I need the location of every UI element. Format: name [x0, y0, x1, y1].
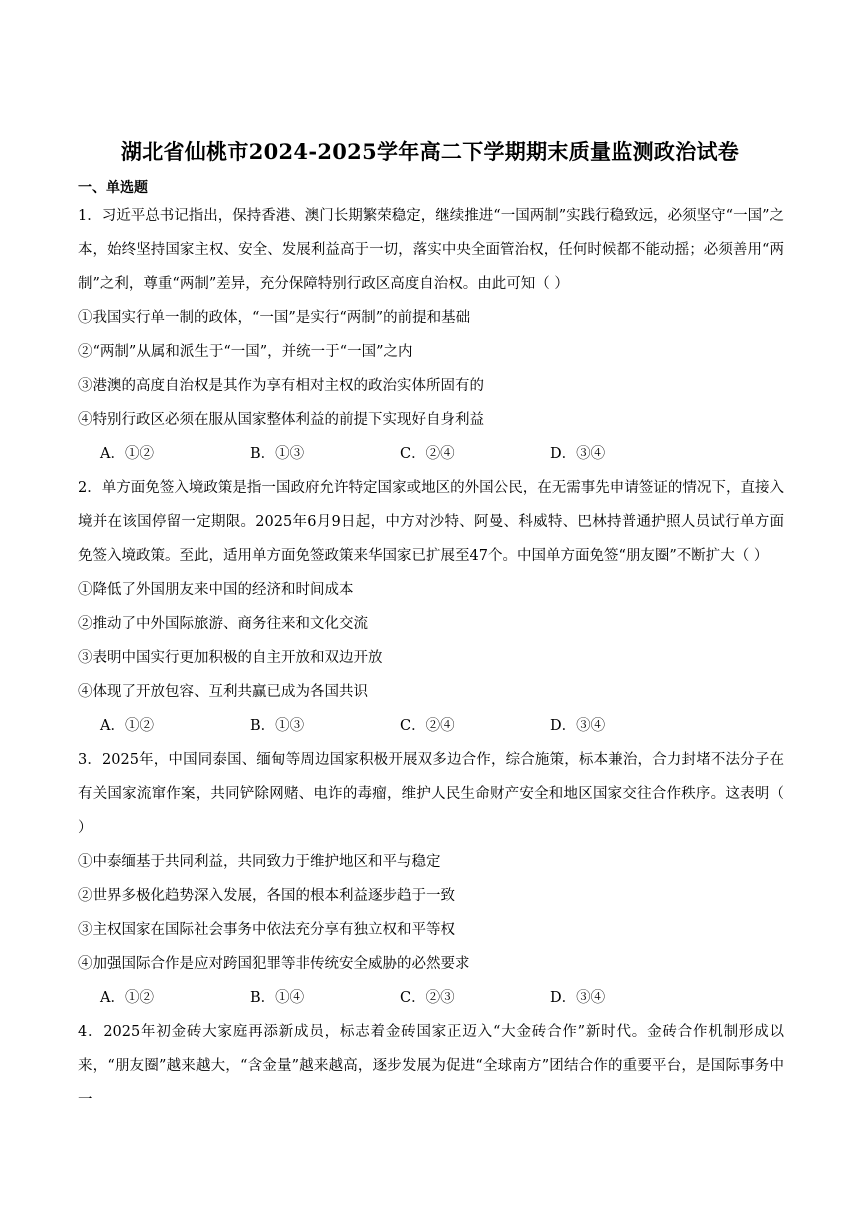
choice-c[interactable]: C．②④	[400, 446, 455, 462]
choice-d[interactable]: D．③④	[550, 990, 606, 1006]
section-heading: 一、单选题	[78, 180, 148, 196]
choice-a[interactable]: A．①②	[100, 446, 154, 462]
question-1	[78, 199, 784, 471]
question-stem: 3．2025年，中国同泰国、缅甸等周边国家积极开展双多边合作，综合施策，标本兼治，合力封堵不法分子在有关国家流窜作案，共同铲除网赌、电诈的毒瘤，维护人民生命财产安全和地区国家交往合作秩序。这表明（ ）	[78, 752, 784, 836]
statement-option: ④体现了开放包容、互利共赢已成为各国共识	[78, 684, 368, 700]
statement-option: ③表明中国实行更加积极的自主开放和双边开放	[78, 650, 383, 666]
question-stem: 1．习近平总书记指出，保持香港、澳门长期繁荣稳定，继续推进“一国两制”实践行稳致远，必须坚守“一国”之本，始终坚持国家主权、安全、发展利益高于一切，落实中央全面管治权，任何时候都不能动摇；必须善用“两制”之利，尊重“两制”差异，充分保障特别行政区高度自治权。由此可知（ ）	[78, 208, 784, 292]
choice-b[interactable]: B．①③	[250, 446, 305, 462]
question-3	[78, 743, 784, 1015]
choice-b[interactable]: B．①④	[250, 990, 305, 1006]
statement-option: ③港澳的高度自治权是其作为享有相对主权的政治实体所固有的	[78, 378, 484, 394]
answer-choices	[78, 437, 784, 471]
choice-d[interactable]: D．③④	[550, 718, 606, 734]
questions-list	[78, 199, 784, 1117]
statement-option: ③主权国家在国际社会事务中依法充分享有独立权和平等权	[78, 922, 455, 938]
statement-option: ②世界多极化趋势深入发展，各国的根本利益逐步趋于一致	[78, 888, 455, 904]
answer-choices	[78, 981, 784, 1015]
statement-option: ②“两制”从属和派生于“一国”，并统一于“一国”之内	[78, 344, 413, 360]
statement-option: ①中泰缅基于共同利益，共同致力于维护地区和平与稳定	[78, 854, 441, 870]
question-stem: 2．单方面免签入境政策是指一国政府允许特定国家或地区的外国公民，在无需事先申请签证的情况下，直接入境并在该国停留一定期限。2025年6月9日起，中方对沙特、阿曼、科威特、巴林持普通护照人员试行单方面免签入境政策。至此，适用单方面免签政策来华国家已扩展至47个。中国单方面免签“朋友圈”不断扩大（ ）	[78, 480, 784, 564]
answer-choices	[78, 709, 784, 743]
question-4	[78, 1015, 784, 1117]
statement-option: ④特别行政区必须在服从国家整体利益的前提下实现好自身利益	[78, 412, 484, 428]
choice-a[interactable]: A．①②	[100, 990, 154, 1006]
question-2	[78, 471, 784, 743]
choice-c[interactable]: C．②④	[400, 718, 455, 734]
question-stem: 4．2025年初金砖大家庭再添新成员，标志着金砖国家正迈入“大金砖合作”新时代。金砖合作机制形成以来，“朋友圈”越来越大，“含金量”越来越高，逐步发展为促进“全球南方”团结合作的重要平台，是国际事务中一	[78, 1024, 784, 1108]
statement-option: ②推动了中外国际旅游、商务往来和文化交流	[78, 616, 368, 632]
statement-option: ①我国实行单一制的政体，“一国”是实行“两制”的前提和基础	[78, 310, 471, 326]
choice-d[interactable]: D．③④	[550, 446, 606, 462]
choice-b[interactable]: B．①③	[250, 718, 305, 734]
page-title: 湖北省仙桃市2024-2025学年高二下学期期末质量监测政治试卷	[120, 139, 740, 164]
choice-c[interactable]: C．②③	[400, 990, 455, 1006]
statement-option: ④加强国际合作是应对跨国犯罪等非传统安全威胁的必然要求	[78, 956, 470, 972]
choice-a[interactable]: A．①②	[100, 718, 154, 734]
statement-option: ①降低了外国朋友来中国的经济和时间成本	[78, 582, 354, 598]
